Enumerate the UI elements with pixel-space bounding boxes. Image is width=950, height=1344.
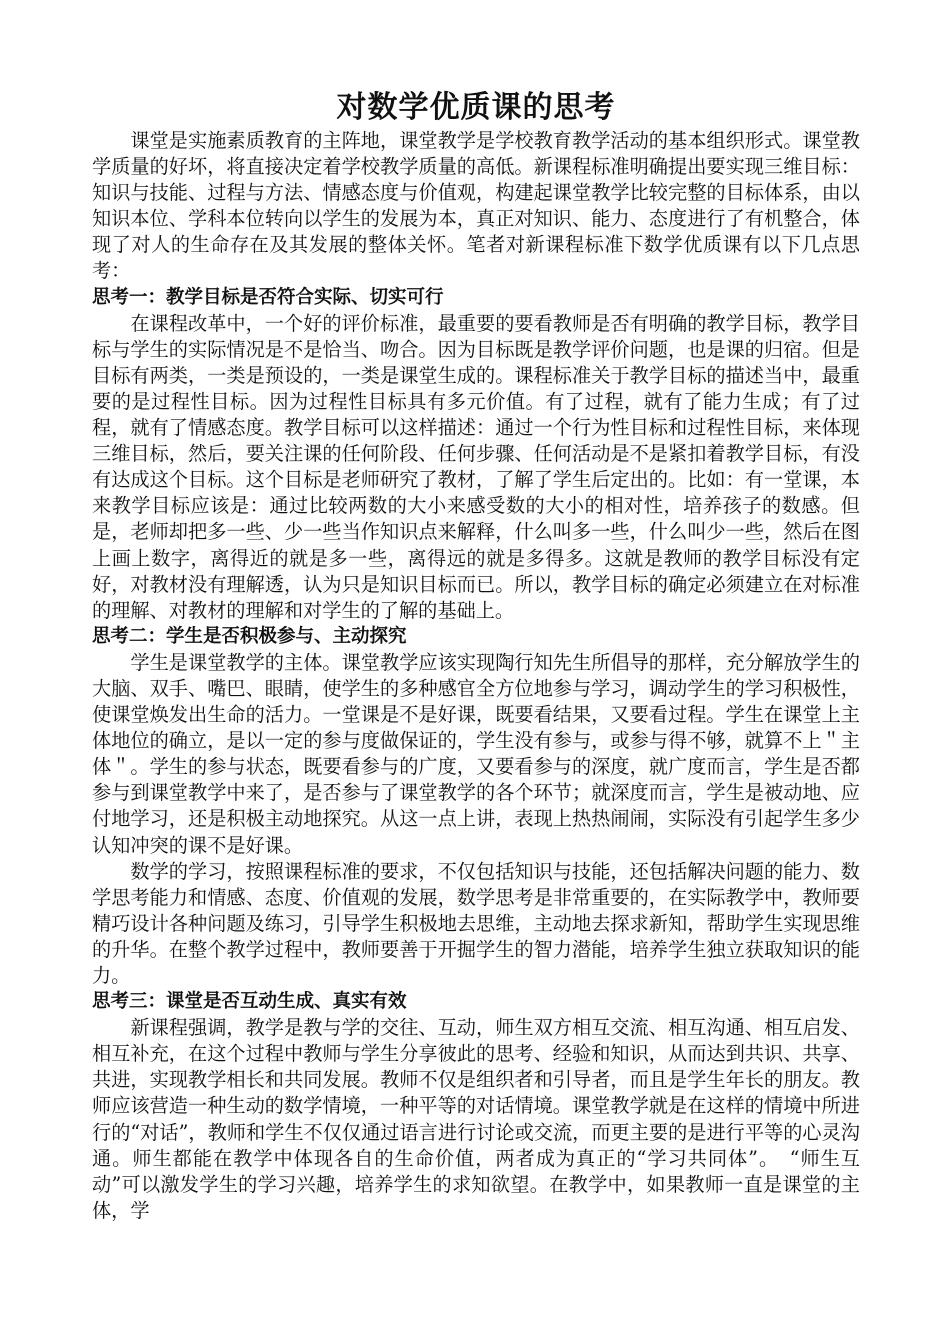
intro-paragraph: 课堂是实施素质教育的主阵地，课堂教学是学校教育教学活动的基本组织形式。课堂教学质量的好坏，将直接决定着学校教学质量的高低。新课程标准明确提出要实现三维目标：知识与技能、过程与方法、情感态度与价值观，构建起课堂教学比较完整的目标体系，由以知识本位、学科本位转向以学生的发展为本，真正对知识、能力、态度进行了有机整合，体现了对人的生命存在及其发展的整体关怀。笔者对新课程标准下数学优质课有以下几点思考： [92,129,860,283]
section-1-paragraph: 在课程改革中，一个好的评价标准，最重要的要看教师是否有明确的教学目标，教学目标与学生的实际情况是不是恰当、吻合。因为目标既是教学评价问题，也是课的归宿。但是目标有两类，一类是预设的，一类是课堂生成的。课程标准关于教学目标的描述当中，最重要的是过程性目标。因为过程性目标具有多元价值。有了过程，就有了能力生成；有了过程，就有了情感态度。教学目标可以这样描述：通过一个行为性目标和过程性目标，来体现三维目标，然后，要关注课的任何阶段、任何步骤、任何活动是不是紧扣着教学目标，有没有达成这个目标。这个目标是老师研究了教材，了解了学生后定出的。比如：有一堂课，本来教学目标应该是：通过比较两数的大小来感受数的大小的相对性，培养孩子的数感。但是，老师却把多一些、少一些当作知识点来解释，什么叫多一些，什么叫少一些，然后在图上画上数字，离得近的就是多一些，离得远的就是多得多。这就是教师的教学目标没有定好，对教材没有理解透，认为只是知识目标而已。所以，教学目标的确定必须建立在对标准的理解、对教材的理解和对学生的了解的基础上。 [92,311,860,622]
section-3-paragraph: 新课程强调，教学是教与学的交往、互动，师生双方相互交流、相互沟通、相互启发、相互补充，在这个过程中教师与学生分享彼此的思考、经验和知识，从而达到共识、共享、共进，实现教学相长和共同发展。教师不仅是组织者和引导者，而且是学生年长的朋友。教师应该营造一种生动的数学情境，一种平等的对话情境。课堂教学就是在这样的情境中所进行的“对话”，教师和学生不仅仅通过语言进行讨论或交流，而更主要的是进行平等的心灵沟通。师生都能在教学中体现各自的生命价值，两者成为真正的“学习共同体”。 “师生互动”可以激发学生的学习兴趣，培养学生的求知欲望。在教学中，如果教师一直是课堂的主体，学 [92,1016,860,1222]
section-2-paragraph-1: 学生是课堂教学的主体。课堂教学应该实现陶行知先生所倡导的那样，充分解放学生的大脑、双手、嘴巴、眼睛，使学生的多种感官全方位地参与学习，调动学生的学习积极性，使课堂焕发出生命的活力。一堂课是不是好课，既要看结果，又要看过程。学生在课堂上主体地位的确立，是以一定的参与度做保证的，学生没有参与，或参与得不够，就算不上＂主体＂。学生的参与状态，既要看参与的广度，又要看参与的深度，就广度而言，学生是否都参与到课堂教学中来了，是否参与了课堂教学的各个环节；就深度而言，学生是被动地、应付地学习，还是积极主动地探究。从这一点上讲，表现上热热闹闹，实际没有引起学生多少认知冲突的课不是好课。 [92,650,860,857]
section-1-heading: 思考一：教学目标是否符合实际、切实可行 [92,286,444,308]
section-2-paragraph-2: 数学的学习，按照课程标准的要求，不仅包括知识与技能，还包括解决问题的能力、数学思考能力和情感、态度、价值观的发展，数学思考是非常重要的，在实际教学中，教师要精巧设计各种问题及练习，引导学生积极地去思维，主动地去探求新知，帮助学生实现思维的升华。在整个教学过程中，教师要善于开掘学生的智力潜能，培养学生独立获取知识的能力。 [92,859,860,987]
section-3-heading: 思考三：课堂是否互动生成、真实有效 [92,991,407,1013]
document-body [92,88,860,1224]
section-2-heading: 思考二：学生是否积极参与、主动探究 [92,625,407,647]
document-title: 对数学优质课的思考 [336,90,616,125]
